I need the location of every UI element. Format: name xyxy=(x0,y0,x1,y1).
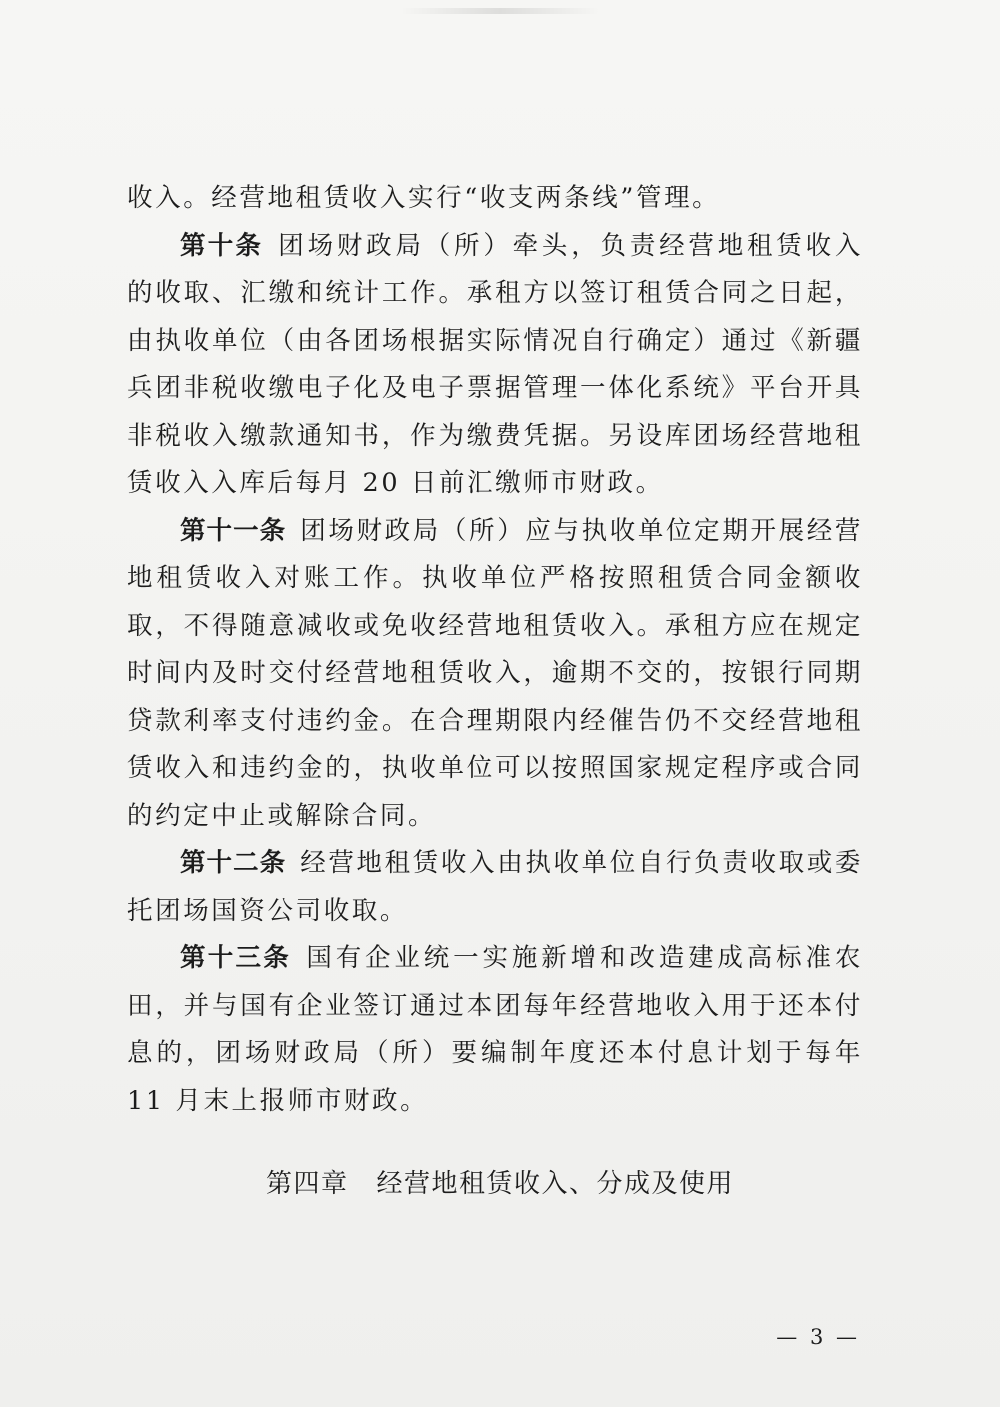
chapter-heading xyxy=(0,1163,1000,1200)
body-text xyxy=(127,175,863,1125)
article-10 xyxy=(127,223,863,508)
paragraph-text: 团场财政局（所）应与执收单位定期开展经营地租赁收入对账工作。执收单位严格按照租赁合同金额收取，不得随意减收或免收经营地租赁收入。承租方应在规定时间内及时交付经营地租赁收入，逾期不交的，按银行同期贷款利率支付违约金。在合理期限内经催告仍不交经营地租赁收入和违约金的，执收单位可以按照国家规定程序或合同的约定中止或解除合同。 xyxy=(127,515,863,831)
paragraph-text: 经营地租赁收入由执收单位自行负责收取或委托团场国资公司收取。 xyxy=(127,848,863,926)
page-number: — 3 — xyxy=(776,1325,860,1349)
paragraph-text: 国有企业统一实施新增和改造建成高标准农田，并与国有企业签订通过本团每年经营地收入用于还本付息的，团场财政局（所）要编制年度还本付息计划于每年 11 月末上报师市财政。 xyxy=(127,943,863,1116)
paragraph-text: 收入。经营地租赁收入实行“收支两条线”管理。 xyxy=(127,183,721,213)
scan-artifact xyxy=(400,8,600,14)
article-number: 第十一条 xyxy=(180,515,287,546)
paragraph-continuation xyxy=(127,175,863,223)
article-13 xyxy=(127,935,863,1125)
chapter-title: 经营地租赁收入、分成及使用 xyxy=(376,1169,735,1199)
chapter-number: 第四章 xyxy=(265,1169,349,1199)
paragraph-text: 团场财政局（所）牵头，负责经营地租赁收入的收取、汇缴和统计工作。承租方以签订租赁合同之日起，由执收单位（由各团场根据实际情况自行确定）通过《新疆兵团非税收缴电子化及电子票据管理一体化系统》平台开具非税收入缴款通知书，作为缴费凭据。另设库团场经营地租赁收入入库后每月 20 日前汇缴师市财政。 xyxy=(127,230,863,498)
article-11 xyxy=(127,508,863,841)
article-number: 第十条 xyxy=(180,230,264,261)
article-12 xyxy=(127,840,863,935)
article-number: 第十二条 xyxy=(180,848,287,878)
article-number: 第十三条 xyxy=(180,943,292,973)
